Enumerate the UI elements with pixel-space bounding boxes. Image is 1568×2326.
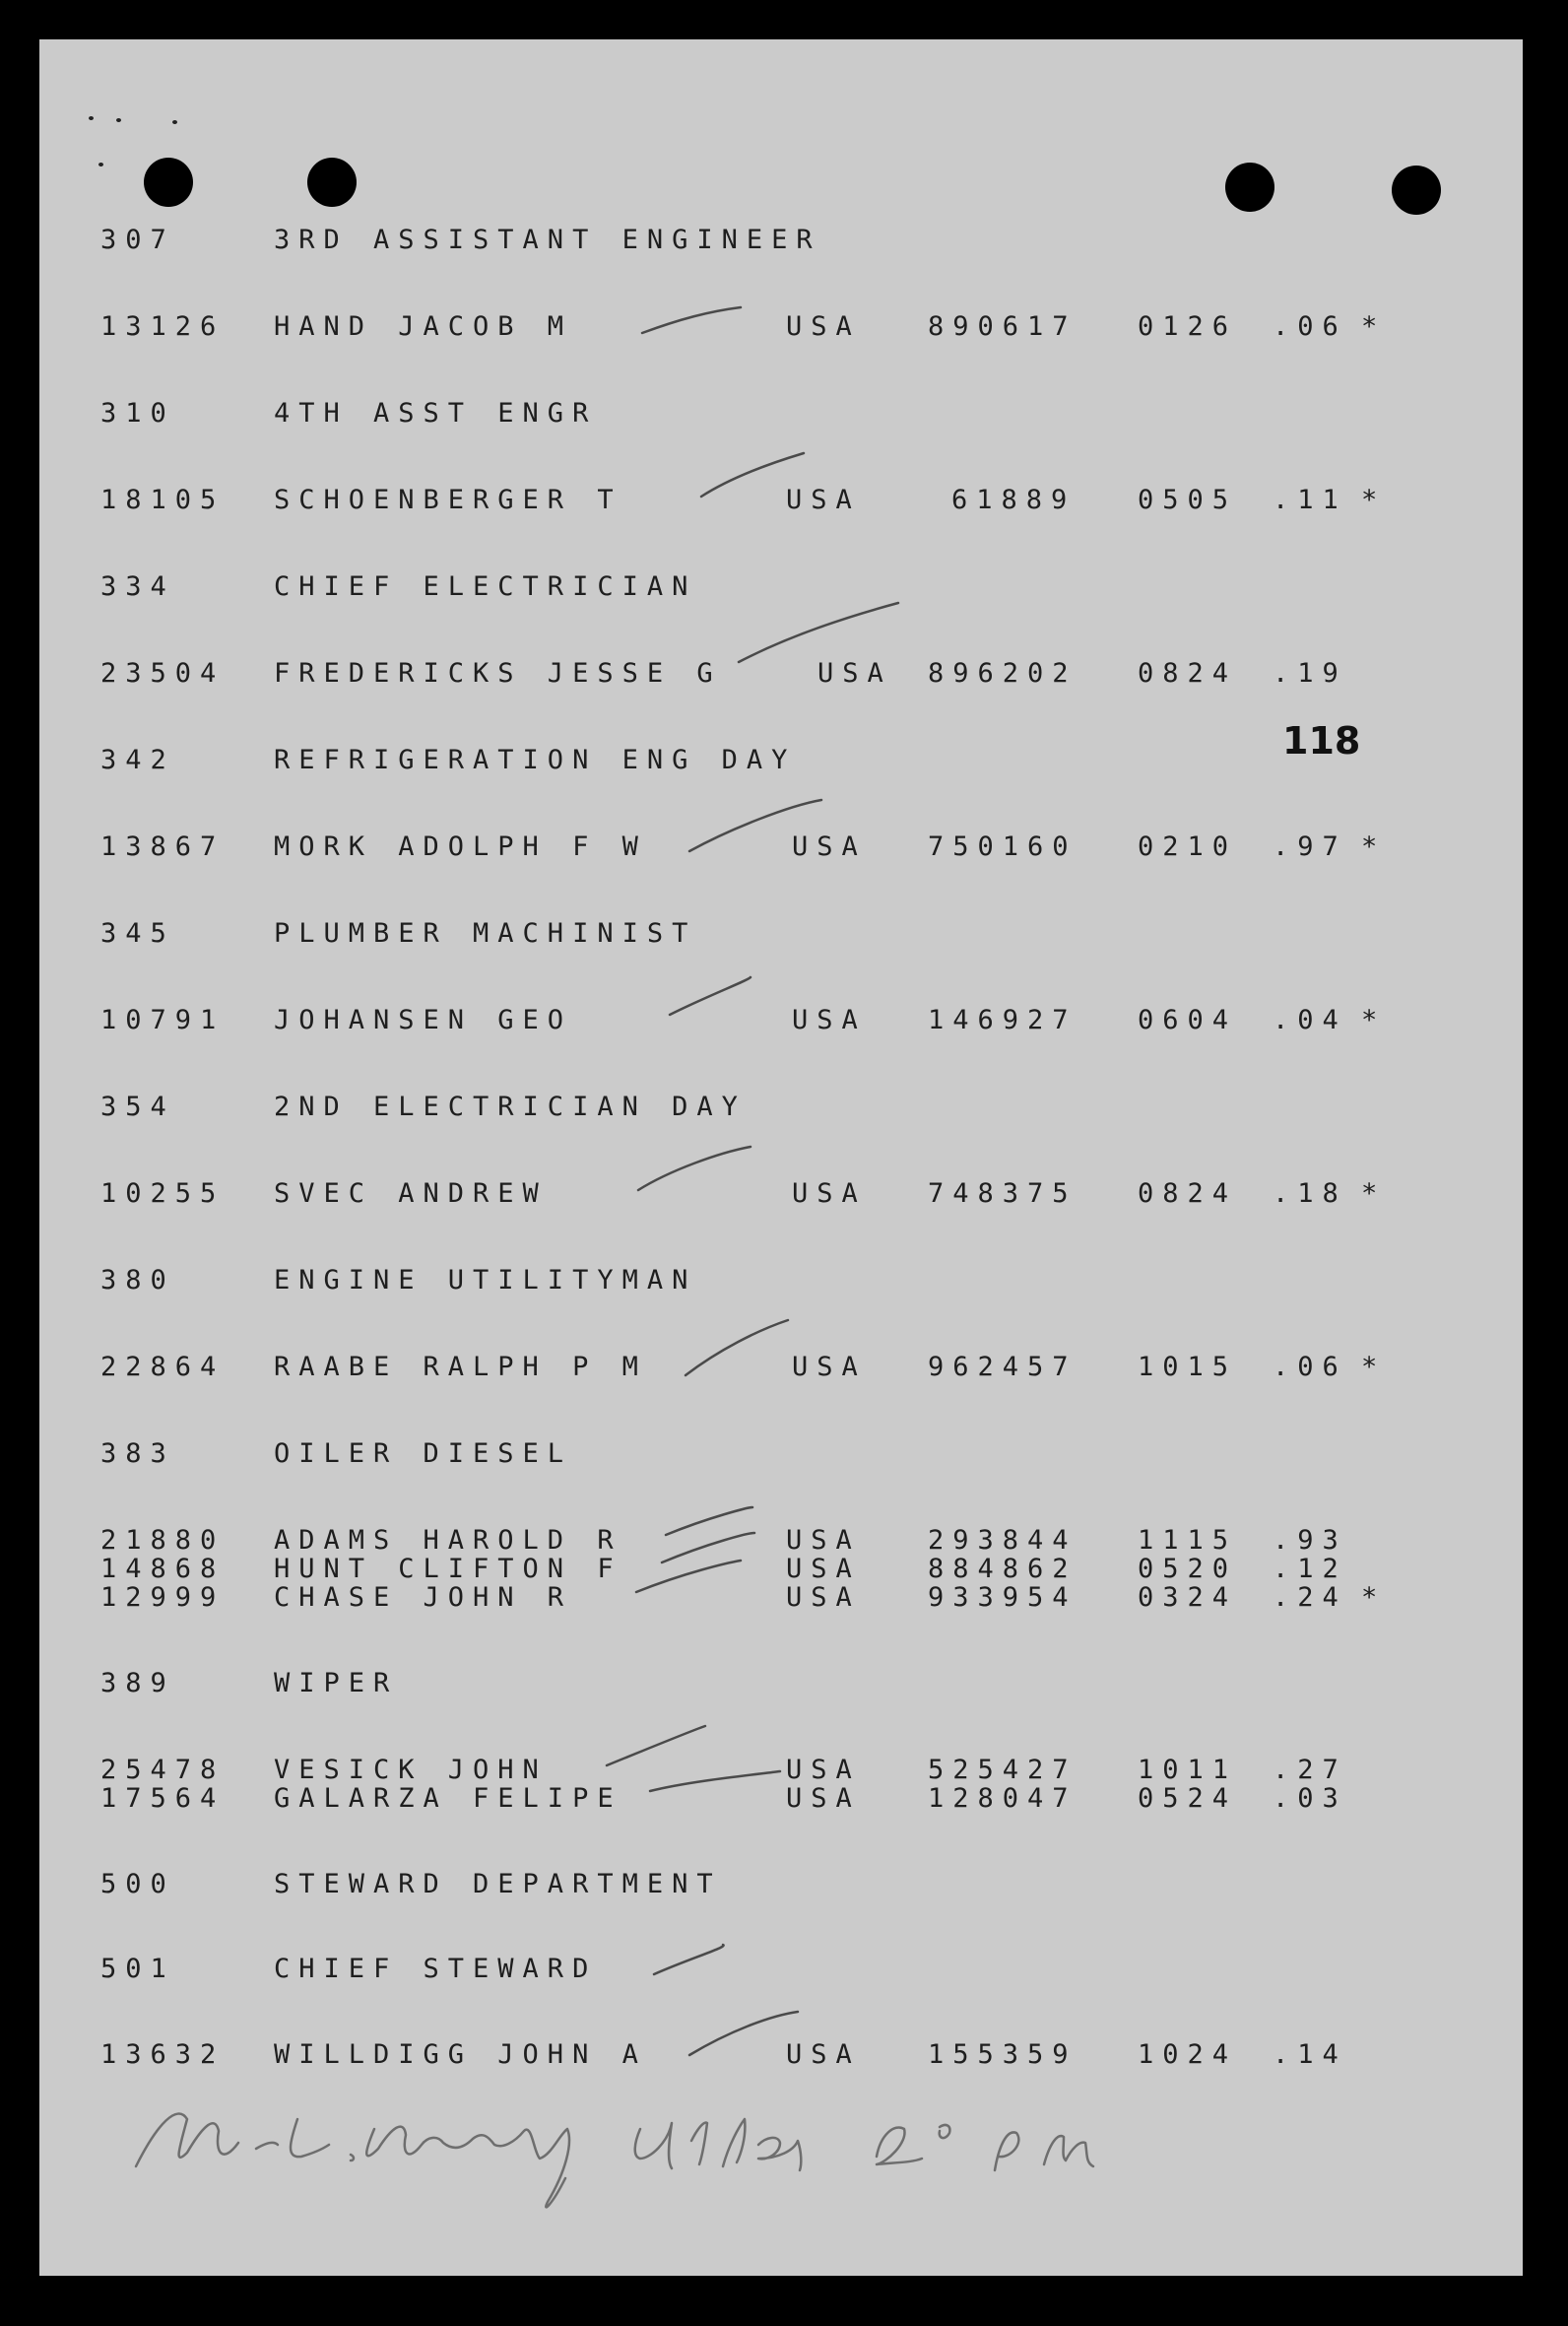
crew-name: CHASE JOHN R <box>274 1582 573 1613</box>
page-number-stamp: 118 <box>1282 719 1361 763</box>
document-number: 128047 <box>928 1783 1078 1814</box>
job-code: 500 <box>100 1869 175 1899</box>
nationality: USA <box>786 311 861 342</box>
job-title: STEWARD DEPARTMENT <box>274 1869 722 1899</box>
nationality: USA <box>786 1554 861 1584</box>
crew-id: 21880 <box>100 1525 226 1556</box>
crew-id: 13126 <box>100 311 226 342</box>
document-number: 748375 <box>928 1178 1078 1209</box>
crew-id: 23504 <box>100 658 226 689</box>
date-code: 0210 <box>1138 831 1238 862</box>
document-number: 890617 <box>928 311 1078 342</box>
job-code: 334 <box>100 571 175 602</box>
nationality: USA <box>786 2039 861 2070</box>
check-stroke <box>739 603 898 662</box>
check-stroke <box>689 2012 798 2055</box>
job-title: REFRIGERATION ENG DAY <box>274 745 797 775</box>
check-stroke <box>701 453 804 497</box>
asterisk-mark: * <box>1361 831 1378 862</box>
check-stroke <box>654 1945 724 1974</box>
fraction-value: .06 <box>1273 1352 1347 1382</box>
crew-id: 13867 <box>100 831 226 862</box>
nationality: USA <box>792 831 867 862</box>
asterisk-mark: * <box>1361 311 1378 342</box>
document-number: 61889 <box>951 485 1077 515</box>
crew-id: 10791 <box>100 1005 226 1035</box>
job-title: ENGINE UTILITYMAN <box>274 1265 697 1296</box>
crew-name: VESICK JOHN <box>274 1755 548 1785</box>
check-stroke <box>650 1771 780 1791</box>
nationality: USA <box>786 1755 861 1785</box>
fraction-value: .14 <box>1273 2039 1347 2070</box>
crew-name: ADAMS HAROLD R <box>274 1525 622 1556</box>
date-code: 1011 <box>1138 1755 1238 1785</box>
document-number: 146927 <box>928 1005 1078 1035</box>
crew-name: HAND JACOB M <box>274 311 573 342</box>
nationality: USA <box>786 485 861 515</box>
document-number: 962457 <box>928 1352 1078 1382</box>
job-code: 345 <box>100 918 175 949</box>
date-code: 0524 <box>1138 1783 1238 1814</box>
check-stroke <box>642 307 741 333</box>
job-code: 383 <box>100 1438 175 1469</box>
fraction-value: .18 <box>1273 1178 1347 1209</box>
asterisk-mark: * <box>1361 1352 1378 1382</box>
nationality: USA <box>786 1525 861 1556</box>
job-code: 307 <box>100 225 175 255</box>
fraction-value: .06 <box>1273 311 1347 342</box>
crew-id: 10255 <box>100 1178 226 1209</box>
crew-id: 25478 <box>100 1755 226 1785</box>
crew-id: 17564 <box>100 1783 226 1814</box>
job-code: 380 <box>100 1265 175 1296</box>
fraction-value: .97 <box>1273 831 1347 862</box>
job-code: 389 <box>100 1668 175 1698</box>
asterisk-mark: * <box>1361 1005 1378 1035</box>
nationality: USA <box>792 1178 867 1209</box>
job-title: CHIEF STEWARD <box>274 1954 598 1984</box>
crew-name: HUNT CLIFTON F <box>274 1554 622 1584</box>
crew-id: 12999 <box>100 1582 226 1613</box>
document-number: 896202 <box>928 658 1078 689</box>
asterisk-mark: * <box>1361 485 1378 515</box>
check-stroke <box>670 977 751 1015</box>
check-stroke <box>662 1533 754 1562</box>
job-title: CHIEF ELECTRICIAN <box>274 571 697 602</box>
date-code: 0505 <box>1138 485 1238 515</box>
fraction-value: .03 <box>1273 1783 1347 1814</box>
date-code: 1024 <box>1138 2039 1238 2070</box>
job-code: 310 <box>100 398 175 429</box>
crew-name: MORK ADOLPH F W <box>274 831 647 862</box>
job-title: 2ND ELECTRICIAN DAY <box>274 1092 747 1122</box>
date-code: 1115 <box>1138 1525 1238 1556</box>
date-code: 0824 <box>1138 1178 1238 1209</box>
job-title: OILER DIESEL <box>274 1438 573 1469</box>
crew-name: WILLDIGG JOHN A <box>274 2039 647 2070</box>
crew-name: RAABE RALPH P M <box>274 1352 647 1382</box>
date-code: 1015 <box>1138 1352 1238 1382</box>
job-title: WIPER <box>274 1668 399 1698</box>
document-number: 525427 <box>928 1755 1078 1785</box>
crew-name: FREDERICKS JESSE G <box>274 658 722 689</box>
fraction-value: .11 <box>1273 485 1347 515</box>
crew-id: 13632 <box>100 2039 226 2070</box>
check-stroke <box>689 800 821 851</box>
check-stroke <box>638 1147 751 1190</box>
fraction-value: .19 <box>1273 658 1347 689</box>
document-number: 884862 <box>928 1554 1078 1584</box>
fraction-value: .27 <box>1273 1755 1347 1785</box>
crew-name: GALARZA FELIPE <box>274 1783 622 1814</box>
handwritten-signature <box>128 2084 1408 2222</box>
check-stroke <box>666 1507 752 1535</box>
fraction-value: .24 <box>1273 1582 1347 1613</box>
document-number: 750160 <box>928 831 1078 862</box>
document-number: 293844 <box>928 1525 1078 1556</box>
job-code: 342 <box>100 745 175 775</box>
nationality: USA <box>786 1783 861 1814</box>
fraction-value: .12 <box>1273 1554 1347 1584</box>
nationality: USA <box>786 1582 861 1613</box>
date-code: 0520 <box>1138 1554 1238 1584</box>
pencil-check-mark <box>39 39 1523 2276</box>
check-stroke <box>636 1561 741 1592</box>
nationality: USA <box>792 1005 867 1035</box>
crew-id: 22864 <box>100 1352 226 1382</box>
document-number: 933954 <box>928 1582 1078 1613</box>
crew-name: SCHOENBERGER T <box>274 485 622 515</box>
nationality: USA <box>792 1352 867 1382</box>
asterisk-mark: * <box>1361 1178 1378 1209</box>
date-code: 0126 <box>1138 311 1238 342</box>
job-code: 501 <box>100 1954 175 1984</box>
check-stroke <box>607 1726 705 1765</box>
fraction-value: .04 <box>1273 1005 1347 1035</box>
document-number: 155359 <box>928 2039 1078 2070</box>
nationality: USA <box>817 658 892 689</box>
crew-id: 18105 <box>100 485 226 515</box>
fraction-value: .93 <box>1273 1525 1347 1556</box>
job-title: PLUMBER MACHINIST <box>274 918 697 949</box>
crew-id: 14868 <box>100 1554 226 1584</box>
date-code: 0604 <box>1138 1005 1238 1035</box>
date-code: 0824 <box>1138 658 1238 689</box>
crew-name: SVEC ANDREW <box>274 1178 548 1209</box>
crew-name: JOHANSEN GEO <box>274 1005 573 1035</box>
asterisk-mark: * <box>1361 1582 1378 1613</box>
job-code: 354 <box>100 1092 175 1122</box>
date-code: 0324 <box>1138 1582 1238 1613</box>
check-stroke <box>686 1320 788 1375</box>
job-title: 3RD ASSISTANT ENGINEER <box>274 225 821 255</box>
document-page <box>39 39 1523 2276</box>
job-title: 4TH ASST ENGR <box>274 398 598 429</box>
